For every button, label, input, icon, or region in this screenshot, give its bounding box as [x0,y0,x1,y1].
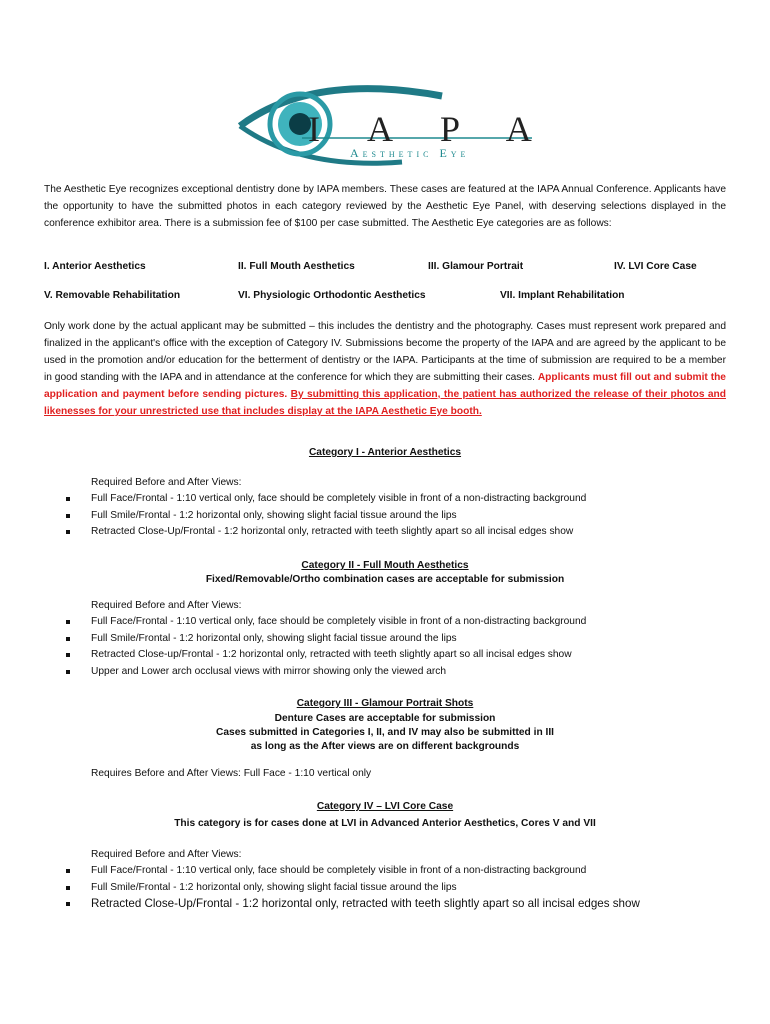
category-4-required: Required Before and After Views: [91,849,242,860]
bullet-icon [66,497,70,501]
rules-red-notice: Applicants must fill out and submit the application and payment before sending pictures. [44,372,726,400]
category-5-label: V. Removable Rehabilitation [44,290,181,301]
bullet-icon [66,637,70,641]
category-3-label: III. Glamour Portrait [428,261,524,272]
category-4-subheading: This category is for cases done at LVI in Advanced Anterior Aesthetics, Cores V and VII [174,818,596,829]
category-2-required: Required Before and After Views: [91,600,242,611]
rules-paragraph [44,318,726,420]
category-4-list [66,863,640,913]
list-item: Full Face/Frontal - 1:10 vertical only, face should be completely visible in front of a non-distracting background [66,863,640,880]
list-item: Full Smile/Frontal - 1:2 horizontal only, showing slight facial tissue around the lips [66,508,586,525]
bullet-icon [66,886,70,890]
category-3-line-3: as long as the After views are on different backgrounds [250,741,520,752]
bullet-icon [66,670,70,674]
list-item: Retracted Close-up/Frontal - 1:2 horizontal only, retracted with teeth slightly apart so all incisal edges show [66,647,586,664]
category-2-subheading: Fixed/Removable/Ortho combination cases are acceptable for submission [205,574,565,585]
category-1-required: Required Before and After Views: [91,477,242,488]
bullet-icon [66,530,70,534]
category-7-label: VII. Implant Rehabilitation [500,290,625,301]
category-3-heading: Category III - Glamour Portrait Shots [296,698,474,709]
category-4-heading: Category IV – LVI Core Case [316,801,454,812]
list-item: Retracted Close-Up/Frontal - 1:2 horizontal only, retracted with teeth slightly apart so all incisal edges show [66,524,586,541]
list-item: Full Face/Frontal - 1:10 vertical only, face should be completely visible in front of a non-distracting background [66,491,586,508]
list-item: Full Face/Frontal - 1:10 vertical only, face should be completely visible in front of a non-distracting background [66,614,586,631]
category-1-list [66,491,586,541]
category-3-line-1: Denture Cases are acceptable for submission [274,713,496,724]
rules-text: Only work done by the actual applicant may be submitted – this includes the dentistry and the photography. Cases must represent work prepared and finalized in the applicant's office with the exception of Category IV. Submissions become the property of the IAPA and are agreed by the applicant to be used in the promotion and/or education for the betterment of dentistry or the IAPA. Participants at the time of submission are required to be a member in good standing with the IAPA and in attendance at the conference for which they are submitting their cases. [44,321,726,383]
category-2-list [66,614,586,680]
bullet-icon [66,902,70,906]
category-2-heading: Category II - Full Mouth Aesthetics [301,560,469,571]
category-4-label: IV. LVI Core Case [614,261,697,272]
intro-paragraph: The Aesthetic Eye recognizes exceptional dentistry done by IAPA members. These cases are featured at the IAPA Annual Conference. Applicants have the opportunity to have the submitted photos in each category reviewed by the Aesthetic Eye Panel, with deserving selections displayed in the conference exhibitor area. There is a submission fee of $100 per case submitted. The Aesthetic Eye categories are as follows: [44,184,726,229]
bullet-icon [66,514,70,518]
rules-release-notice: By submitting this application, the patient has authorized the release of their photos and likenesses for your unrestricted use that includes display at the IAPA Aesthetic Eye booth. [44,389,726,417]
logo-subtitle: Aesthetic Eye [350,146,470,160]
category-1-heading: Category I - Anterior Aesthetics [308,447,462,458]
bullet-icon [66,620,70,624]
category-3-required: Requires Before and After Views: Full Face - 1:10 vertical only [91,768,372,779]
category-6-label: VI. Physiologic Orthodontic Aesthetics [238,290,426,301]
list-item: Full Smile/Frontal - 1:2 horizontal only, showing slight facial tissue around the lips [66,631,586,648]
category-3-line-2: Cases submitted in Categories I, II, and IV may also be submitted in III [216,727,554,738]
category-1-label: I. Anterior Aesthetics [44,261,146,272]
category-2-label: II. Full Mouth Aesthetics [238,261,355,272]
bullet-icon [66,869,70,873]
list-item: Full Smile/Frontal - 1:2 horizontal only, showing slight facial tissue around the lips [66,880,640,897]
list-item: Upper and Lower arch occlusal views with mirror showing only the viewed arch [66,664,586,681]
logo-wordmark: I A P A [308,109,552,149]
bullet-icon [66,653,70,657]
list-item: Retracted Close-Up/Frontal - 1:2 horizontal only, retracted with teeth slightly apart so all incisal edges show [66,896,640,913]
